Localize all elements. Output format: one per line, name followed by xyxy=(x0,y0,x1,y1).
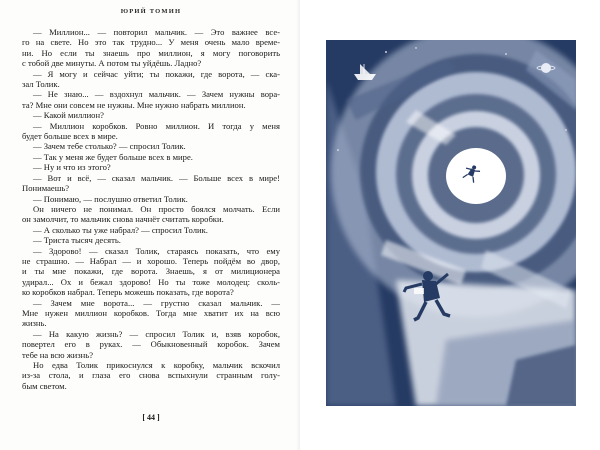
text-line: та? Мне они совсем не нужны. Мне нужно набрать миллион. xyxy=(22,99,246,110)
page-number: [ 44 ] xyxy=(142,413,160,422)
text-line: ни. Но если ты знаешь про миллион, я могу поговорить xyxy=(22,47,280,58)
star xyxy=(385,51,387,53)
text-line: жизнь. xyxy=(22,318,47,329)
text-line: бым светом. xyxy=(22,380,67,391)
text-line: Но едва Толик прикоснулся к коробку, мальчик вскочил xyxy=(33,360,280,370)
text-line: зал Толик. xyxy=(22,79,60,90)
star xyxy=(505,53,507,55)
text-line: — На какую жизнь? — спросил Толик и, взяв коробок, xyxy=(33,328,280,339)
vortex-center xyxy=(446,148,506,204)
text-line: Мне нужен миллион коробков. Тогда мне хватит их на всю xyxy=(22,307,280,318)
text-line: — Миллион... — повторил мальчик. — Это важнее все- xyxy=(33,27,280,37)
star xyxy=(415,47,416,48)
text-line: он замолчит, то мальчик снова начнёт считать коробки. xyxy=(22,214,224,225)
text-line: — Зачем мне ворота... — грустно сказал мальчик. — xyxy=(33,297,280,308)
text-line: Он ничего не понимал. Он просто боялся молчать. Если xyxy=(33,203,280,214)
right-page xyxy=(300,0,600,450)
text-line: — А сколько ты уже набрал? — спросил Толик. xyxy=(33,224,208,235)
text-line: — Триста тысяч десять. xyxy=(33,235,121,246)
text-line: повертел его в руках. — Обыкновенный коробок. Зачем xyxy=(22,339,280,350)
text-line: — Понимаю, — послушно ответил Толик. xyxy=(33,193,188,204)
text-line: — Здорово! — сказал Толик, стараясь показать, что ему xyxy=(33,245,280,256)
text-line: и ты мне покажи, где ворота. Знаешь, я от милиционера xyxy=(22,266,280,277)
body-text xyxy=(22,27,280,391)
text-line: — Я могу и сейчас уйти; ты покажи, где ворота, — ска- xyxy=(33,68,280,79)
text-line: — Вот и всё, — сказал мальчик. — Больше всех в мире! xyxy=(33,172,280,183)
text-line: — Зачем тебе столько? — спросил Толик. xyxy=(33,141,186,152)
text-line: из-за стола, и глаза его снова вспыхнули странным голу- xyxy=(22,370,280,381)
star xyxy=(337,149,339,151)
star xyxy=(565,129,566,130)
text-line: — Миллион коробков. Ровно миллион. И тогда у меня xyxy=(33,120,280,131)
text-line: Понимаешь? xyxy=(22,183,70,194)
text-line: будет больше всех в мире. xyxy=(22,131,118,142)
text-line: — Какой миллион? xyxy=(33,110,104,121)
text-line: го на свете. Но это так трудно... У меня очень мало време- xyxy=(22,37,280,48)
text-line: — Не знаю... — вздохнул мальчик. — Зачем нужны вора- xyxy=(33,89,280,100)
text-line: не страшно. — Набрал — и хорошо. Теперь пойдём во двор, xyxy=(22,255,280,266)
text-line: — Так у меня же будет больше всех в мире. xyxy=(33,151,193,162)
running-head: ЮРИЙ ТОМИН xyxy=(120,8,182,15)
text-line: с тобой две минуты. А потом ты уйдёшь. Ладно? xyxy=(22,58,202,69)
text-line: ко коробков набрал. Теперь можешь показать, где ворота? xyxy=(22,287,234,298)
illustration xyxy=(326,40,576,406)
text-line: — Ну и что из этого? xyxy=(33,162,111,173)
text-line: тебе на всю жизнь? xyxy=(22,349,94,360)
text-line: удирал... Ох и бежал здорово! Но ты тоже молодец: сколь- xyxy=(22,276,280,287)
